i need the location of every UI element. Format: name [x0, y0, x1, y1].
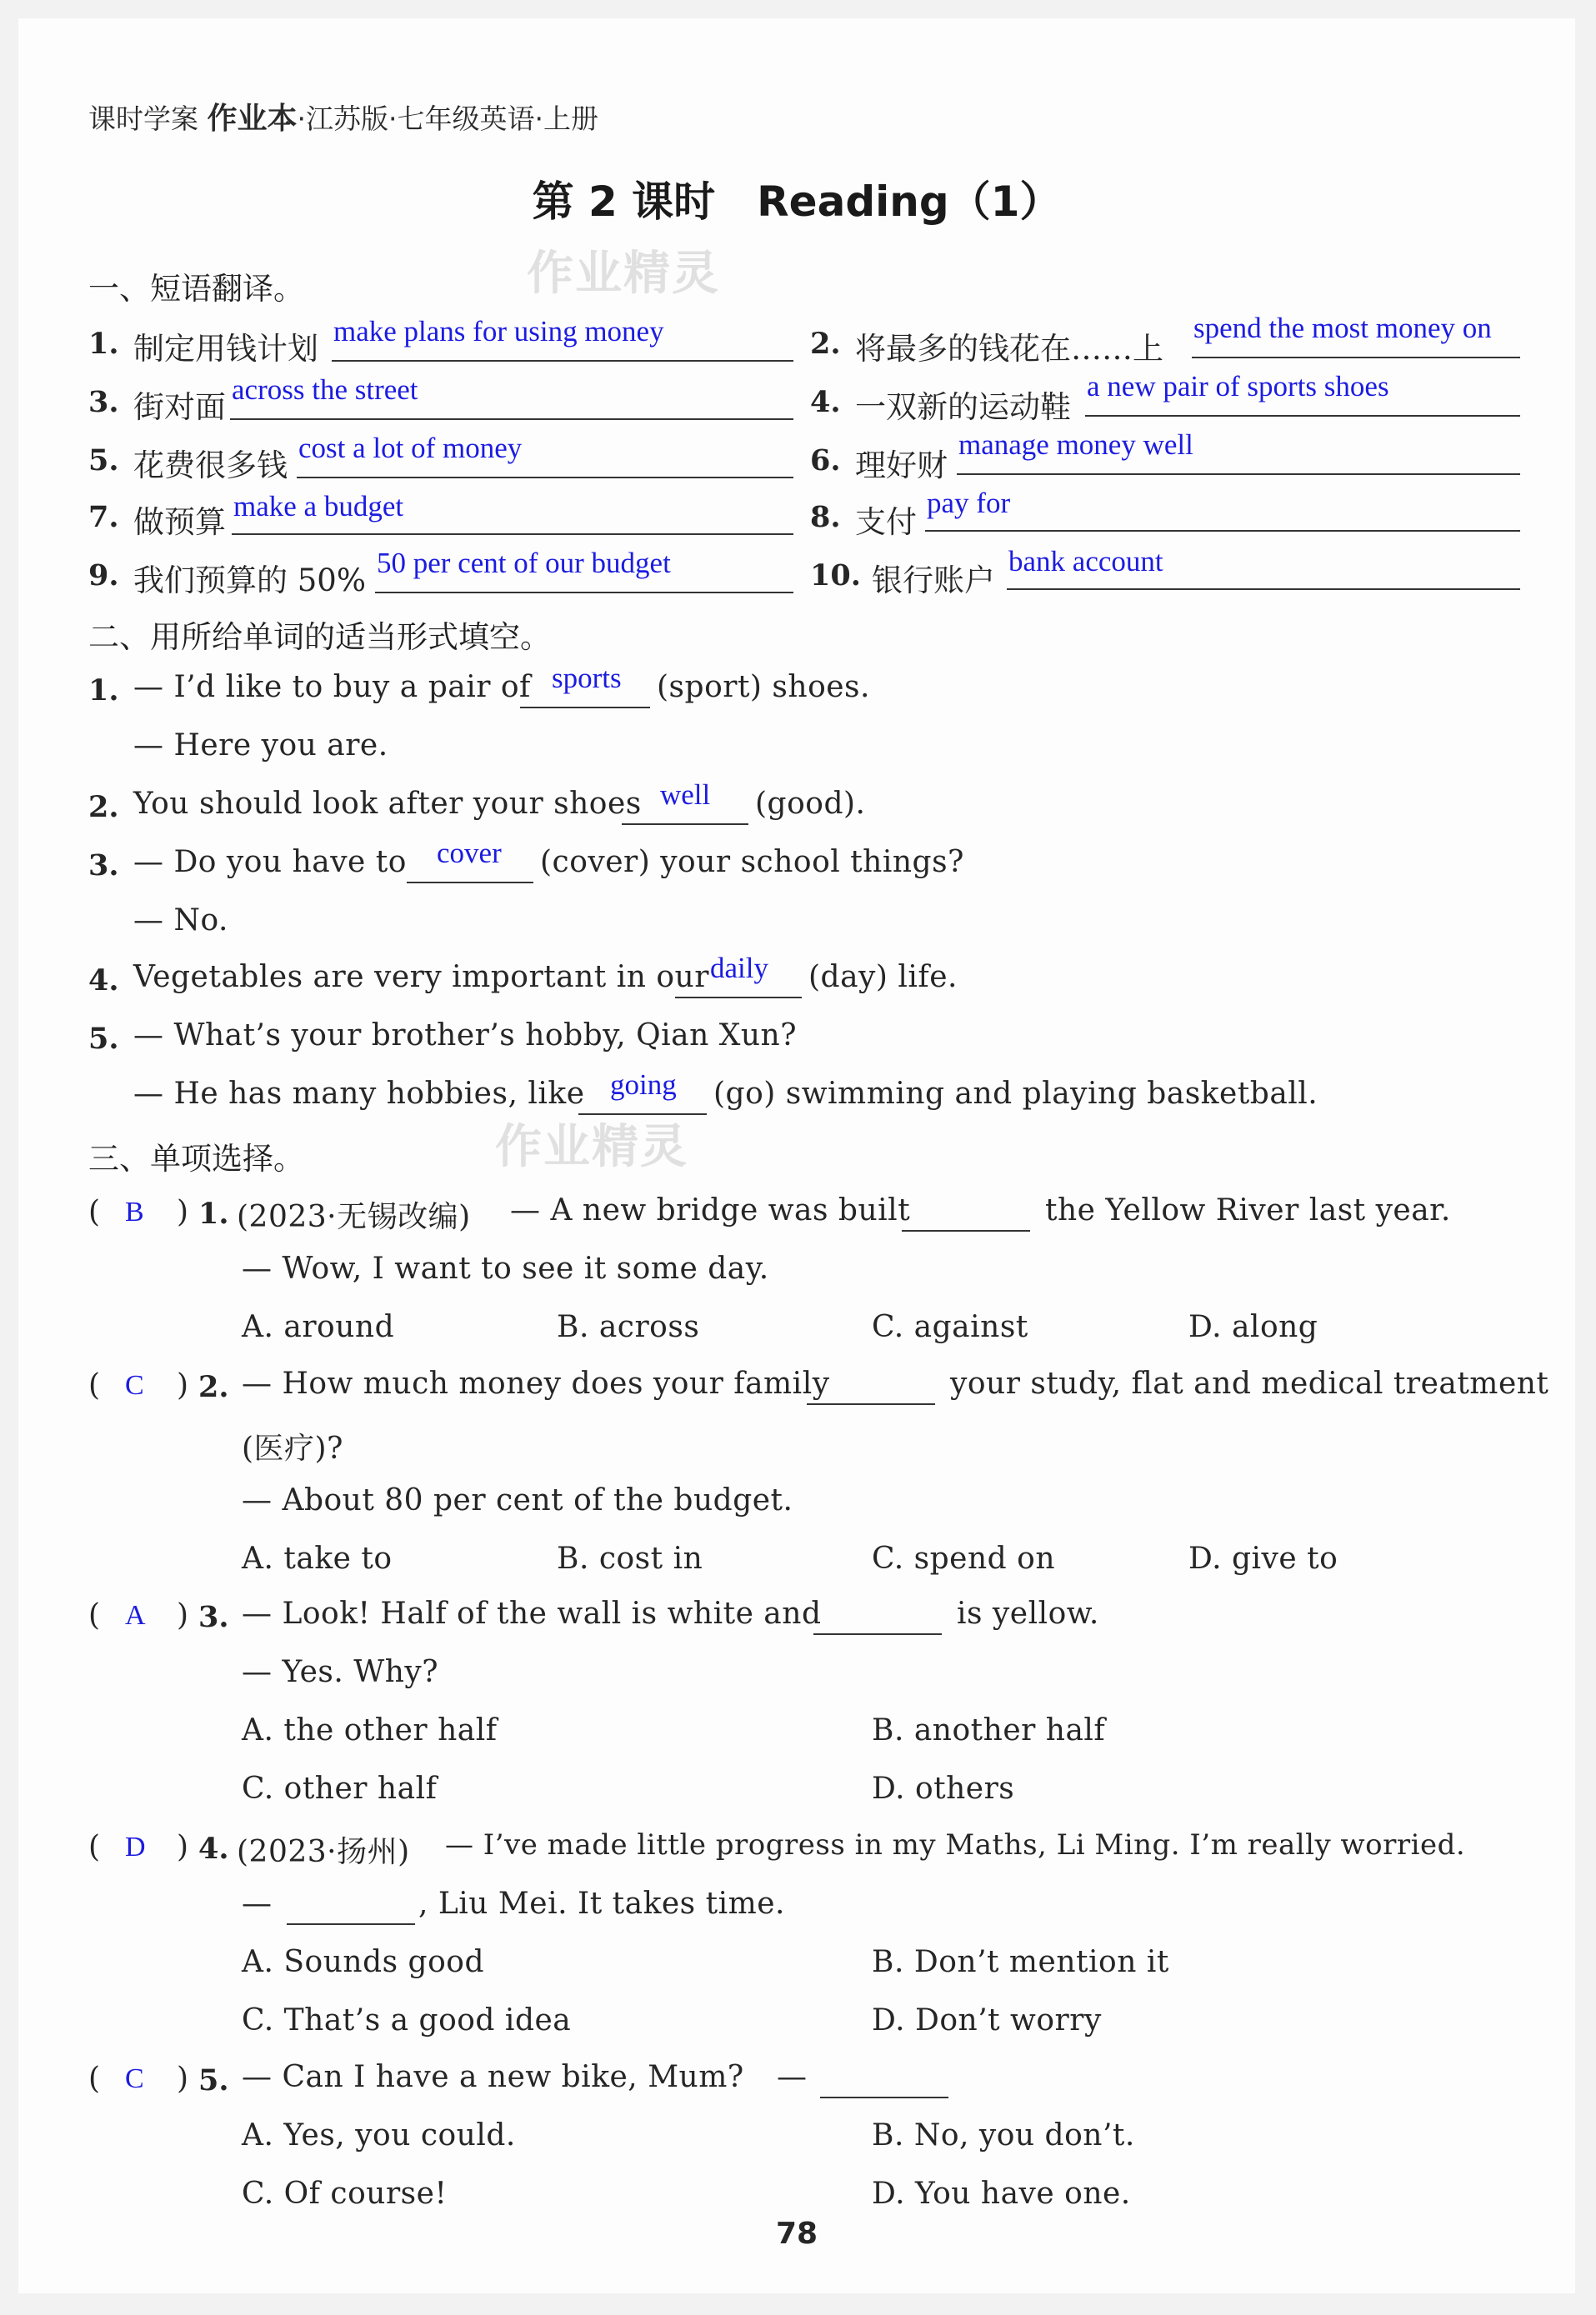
option-c: C. against	[872, 1310, 1028, 1344]
worksheet-page	[18, 18, 1575, 2293]
question-number: 2.	[88, 790, 119, 824]
answer-paren-open: (	[88, 1598, 101, 1632]
answer-blank	[287, 1923, 415, 1925]
answer-paren-close: )	[177, 1830, 189, 1864]
question-reply: , Liu Mei. It takes time.	[418, 1887, 785, 1921]
item-chinese: 花费很多钱	[133, 448, 288, 483]
answer-line	[232, 533, 793, 535]
question-text: — He has many hobbies, like	[133, 1077, 585, 1111]
question-number: 2.	[198, 1370, 229, 1404]
question-reply: — Wow, I want to see it some day.	[242, 1252, 769, 1286]
item-number: 4.	[810, 385, 841, 419]
part3-heading: 三、单项选择。	[88, 1141, 304, 1177]
choice-answer: A	[125, 1600, 146, 1631]
item-chinese: 街对面	[133, 389, 226, 425]
answer-line	[1007, 588, 1520, 590]
item-number: 3.	[88, 385, 119, 419]
item-number: 2.	[810, 327, 841, 361]
question-text: the Yellow River last year.	[1045, 1193, 1451, 1228]
item-chinese: 做预算	[133, 504, 226, 540]
answer-paren-close: )	[177, 2062, 189, 2096]
question-text: (sport) shoes.	[657, 670, 870, 704]
question-text: — Can I have a new bike, Mum?	[242, 2060, 744, 2094]
question-number: 4.	[88, 963, 119, 998]
question-text: — What’s your brother’s hobby, Qian Xun?	[133, 1018, 798, 1052]
answer-text: pay for	[927, 487, 1011, 519]
part2-heading: 二、用所给单词的适当形式填空。	[88, 619, 551, 655]
answer-line	[332, 360, 793, 362]
answer-blank	[520, 707, 650, 708]
book-header	[88, 95, 598, 138]
header-bold: 作业本	[207, 102, 298, 136]
answer-line	[375, 592, 793, 593]
option-a: A. Sounds good	[242, 1945, 484, 1979]
answer-paren-close: )	[177, 1598, 189, 1632]
option-a: A. take to	[242, 1542, 393, 1576]
item-chinese: 支付	[855, 504, 917, 540]
answer-blank	[820, 2097, 948, 2098]
answer-paren-open: (	[88, 1195, 101, 1229]
item-number: 1.	[88, 327, 119, 361]
option-c: C. Of course!	[242, 2177, 448, 2211]
reply-dash: —	[242, 1887, 273, 1921]
question-source: (2023·扬州)	[237, 1835, 410, 1869]
answer-line	[925, 530, 1520, 532]
page-number: 78	[775, 2217, 818, 2251]
answer-text: cover	[437, 837, 502, 869]
reply-dash: —	[777, 2060, 808, 2094]
header-suffix: ·江苏版·七年级英语·上册	[297, 102, 598, 135]
question-number: 3.	[198, 1600, 229, 1634]
question-text: (good).	[755, 787, 866, 821]
question-number: 3.	[88, 848, 119, 882]
answer-blank	[407, 882, 533, 883]
option-d: D. others	[872, 1772, 1015, 1806]
question-source: (2023·无锡改编)	[237, 1200, 471, 1234]
answer-text: well	[660, 778, 711, 811]
answer-blank	[675, 997, 802, 998]
item-chinese: 一双新的运动鞋	[855, 389, 1071, 425]
option-b: B. across	[557, 1310, 700, 1344]
answer-text: a new pair of sports shoes	[1087, 370, 1389, 402]
question-text: — I’ve made little progress in my Maths, Li Ming. I’m really worried.	[445, 1828, 1466, 1862]
option-d: D. along	[1188, 1310, 1318, 1344]
item-number: 5.	[88, 443, 119, 478]
answer-text: spend the most money on	[1193, 312, 1492, 344]
item-chinese: 将最多的钱花在……上	[855, 331, 1163, 367]
choice-answer: C	[125, 2063, 144, 2094]
item-number: 10.	[810, 558, 861, 592]
option-a: A. around	[242, 1310, 395, 1344]
answer-blank	[807, 1403, 935, 1405]
question-text: is yellow.	[957, 1597, 1099, 1631]
option-a: A. Yes, you could.	[242, 2118, 516, 2152]
question-text: — Look! Half of the wall is white and	[242, 1597, 822, 1631]
answer-paren-open: (	[88, 1830, 101, 1864]
item-chinese: 银行账户	[872, 562, 995, 598]
answer-text: make plans for using money	[333, 315, 664, 348]
question-reply: — No.	[133, 903, 228, 938]
question-number: 5.	[88, 1022, 119, 1056]
question-number: 1.	[198, 1197, 229, 1231]
answer-blank	[902, 1230, 1030, 1232]
answer-paren-close: )	[177, 1195, 189, 1229]
question-reply: — Here you are.	[133, 728, 388, 762]
answer-blank	[622, 823, 748, 825]
answer-text: daily	[710, 952, 768, 984]
question-text: (day) life.	[808, 960, 958, 994]
item-number: 9.	[88, 558, 119, 592]
question-reply: — Yes. Why?	[242, 1655, 439, 1689]
question-text: — Do you have to	[133, 845, 407, 879]
question-text: — A new bridge was built	[510, 1193, 911, 1228]
answer-blank	[813, 1633, 942, 1635]
answer-line	[957, 473, 1520, 475]
question-number: 4.	[198, 1832, 229, 1866]
item-number: 6.	[810, 443, 841, 478]
option-d: D. Don’t worry	[872, 2003, 1102, 2038]
question-text: (cover) your school things?	[540, 845, 964, 879]
question-text: — I’d like to buy a pair of	[133, 670, 531, 704]
answer-line	[1192, 357, 1520, 358]
option-c: C. That’s a good idea	[242, 2003, 572, 2038]
answer-text: going	[610, 1068, 677, 1101]
question-text: Vegetables are very important in our	[133, 960, 709, 994]
question-text: (医疗)?	[242, 1432, 343, 1466]
option-b: B. Don’t mention it	[872, 1945, 1169, 1979]
option-b: B. cost in	[557, 1542, 703, 1576]
answer-line	[1085, 415, 1520, 417]
question-number: 5.	[198, 2063, 229, 2098]
answer-paren-open: (	[88, 1368, 101, 1402]
answer-text: sports	[552, 662, 622, 694]
answer-line	[297, 477, 793, 478]
question-text: — How much money does your family	[242, 1367, 830, 1401]
question-number: 1.	[88, 673, 119, 708]
answer-blank	[578, 1113, 707, 1115]
answer-paren-open: (	[88, 2062, 101, 2096]
watermark: 作业精灵	[527, 247, 720, 301]
watermark: 作业精灵	[495, 1120, 688, 1174]
item-number: 7.	[88, 500, 119, 534]
answer-text: 50 per cent of our budget	[377, 547, 671, 579]
choice-answer: B	[125, 1197, 144, 1228]
answer-text: cost a lot of money	[298, 432, 523, 464]
option-d: D. You have one.	[872, 2177, 1131, 2211]
part1-heading: 一、短语翻译。	[88, 271, 304, 307]
question-text: You should look after your shoes	[133, 787, 642, 821]
question-reply: — About 80 per cent of the budget.	[242, 1483, 793, 1518]
item-chinese: 理好财	[855, 448, 948, 483]
choice-answer: D	[125, 1832, 146, 1862]
option-d: D. give to	[1188, 1542, 1338, 1576]
answer-text: make a budget	[233, 490, 404, 522]
option-a: A. the other half	[242, 1713, 498, 1748]
question-text: your study, flat and medical treatment	[950, 1367, 1549, 1401]
question-text: (go) swimming and playing basketball.	[713, 1077, 1318, 1111]
choice-answer: C	[125, 1370, 144, 1401]
option-c: C. other half	[242, 1772, 438, 1806]
lesson-title: 第 2 课时 Reading（1）	[532, 178, 1062, 226]
option-b: B. another half	[872, 1713, 1106, 1748]
answer-text: across the street	[232, 373, 418, 406]
answer-line	[230, 418, 793, 420]
option-b: B. No, you don’t.	[872, 2118, 1135, 2152]
item-chinese: 我们预算的 50%	[133, 562, 366, 598]
answer-text: manage money well	[958, 428, 1193, 461]
item-chinese: 制定用钱计划	[133, 331, 318, 367]
answer-paren-close: )	[177, 1368, 189, 1402]
answer-text: bank account	[1008, 545, 1163, 578]
header-prefix: 课时学案	[88, 102, 198, 135]
item-number: 8.	[810, 500, 841, 534]
option-c: C. spend on	[872, 1542, 1056, 1576]
